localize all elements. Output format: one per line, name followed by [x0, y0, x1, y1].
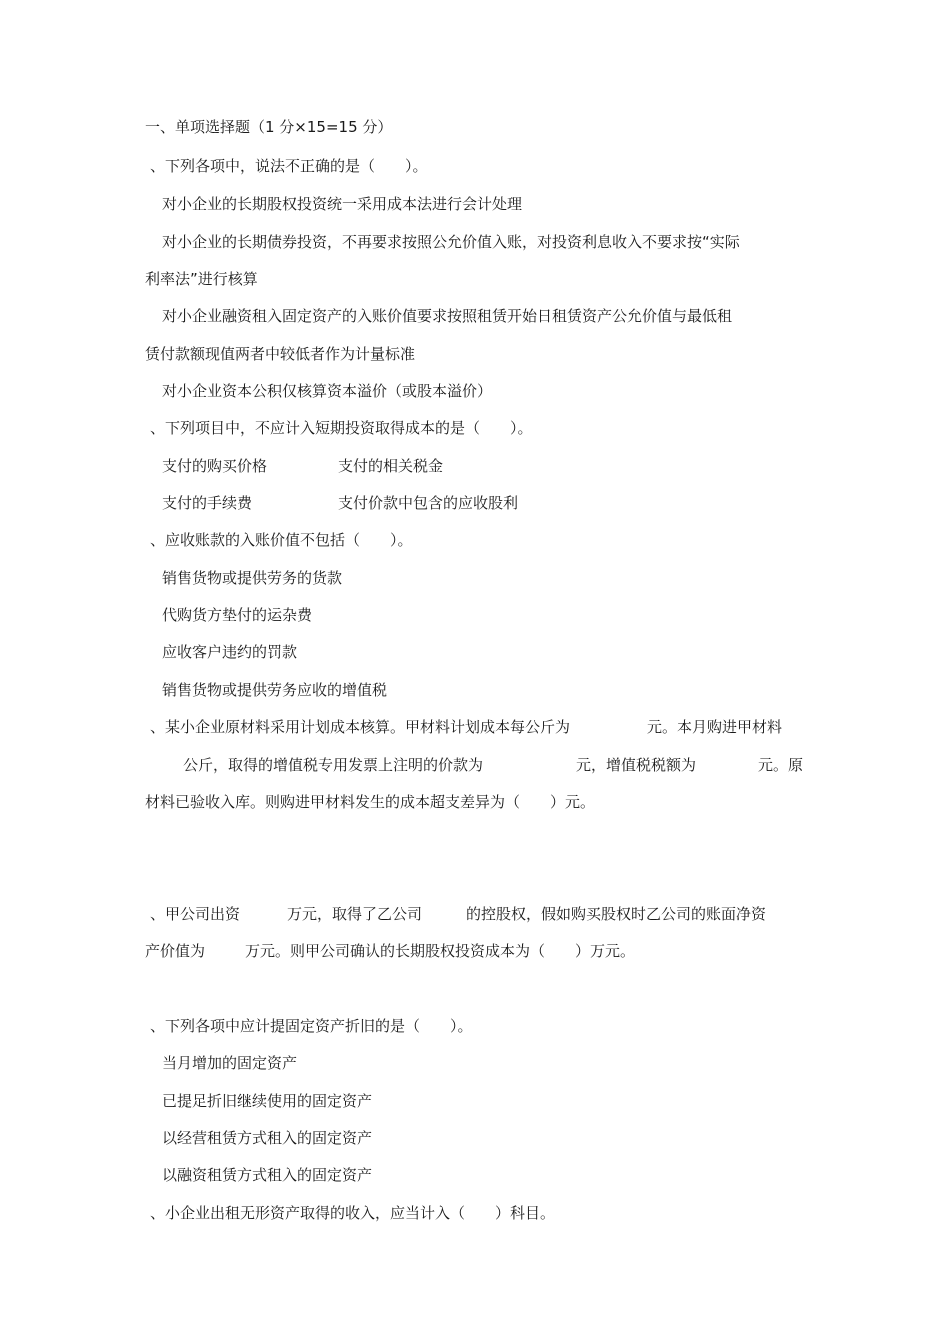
question-1-stem: 、下列各项中，说法不正确的是（ ）。: [150, 157, 428, 175]
question-4-stem-line3: 材料已验收入库。则购进甲材料发生的成本超支差异为（ ）元。: [145, 793, 596, 811]
question-1-option-c-cont: 赁付款额现值两者中较低者作为计量标准: [145, 345, 416, 363]
question-3-option-d: 销售货物或提供劳务应收的增值税: [162, 681, 388, 699]
question-1-option-d: 对小企业资本公积仅核算资本溢价（或股本溢价）: [162, 382, 493, 400]
question-1-option-a: 对小企业的长期股权投资统一采用成本法进行会计处理: [162, 195, 523, 213]
question-6-option-d: 以融资租赁方式租入的固定资产: [162, 1166, 373, 1184]
question-6-option-a: 当月增加的固定资产: [162, 1054, 298, 1072]
question-3-option-b: 代购货方垫付的运杂费: [162, 606, 313, 624]
question-2-stem: 、下列项目中，不应计入短期投资取得成本的是（ ）。: [150, 419, 533, 437]
section-heading: 一、单项选择题（1 分×15=15 分）: [145, 118, 393, 136]
question-5-stem-line2a: 产价值为: [145, 942, 206, 960]
question-5-stem-line1a: 、甲公司出资: [150, 905, 241, 923]
question-3-stem: 、应收账款的入账价值不包括（ ）。: [150, 531, 413, 549]
question-5-stem-line1c: 的控股权，假如购买股权时乙公司的账面净资: [466, 905, 767, 923]
question-3-option-a: 销售货物或提供劳务的货款: [162, 569, 343, 587]
question-4-stem-line2a: 公斤，取得的增值税专用发票上注明的价款为: [183, 756, 484, 774]
question-4-stem-line1a: 、某小企业原材料采用计划成本核算。甲材料计划成本每公斤为: [150, 718, 571, 736]
question-1-option-c: 对小企业融资租入固定资产的入账价值要求按照租赁开始日租赁资产公允价值与最低租: [162, 307, 733, 325]
question-1-option-b-cont: 利率法”进行核算: [145, 270, 258, 288]
question-6-option-c: 以经营租赁方式租入的固定资产: [162, 1129, 373, 1147]
question-2-option-b: 支付的相关税金: [338, 457, 444, 475]
question-4-stem-line2c: 元。原: [758, 756, 804, 774]
question-3-option-c: 应收客户违约的罚款: [162, 643, 298, 661]
question-4-stem-line2b: 元，增值税税额为: [576, 756, 697, 774]
question-2-option-c: 支付的手续费: [162, 494, 253, 512]
question-5-stem-line2b: 万元。则甲公司确认的长期股权投资成本为（ ）万元。: [245, 942, 636, 960]
question-1-option-b: 对小企业的长期债券投资，不再要求按照公允价值入账，对投资利息收入不要求按“实际: [162, 233, 740, 251]
question-2-option-d: 支付价款中包含的应收股利: [338, 494, 519, 512]
question-2-option-a: 支付的购买价格: [162, 457, 268, 475]
question-4-stem-line1b: 元。本月购进甲材料: [647, 718, 783, 736]
question-5-stem-line1b: 万元，取得了乙公司: [287, 905, 423, 923]
question-7-stem: 、小企业出租无形资产取得的收入，应当计入（ ）科目。: [150, 1204, 556, 1222]
question-6-stem: 、下列各项中应计提固定资产折旧的是（ ）。: [150, 1017, 473, 1035]
question-6-option-b: 已提足折旧继续使用的固定资产: [162, 1092, 373, 1110]
